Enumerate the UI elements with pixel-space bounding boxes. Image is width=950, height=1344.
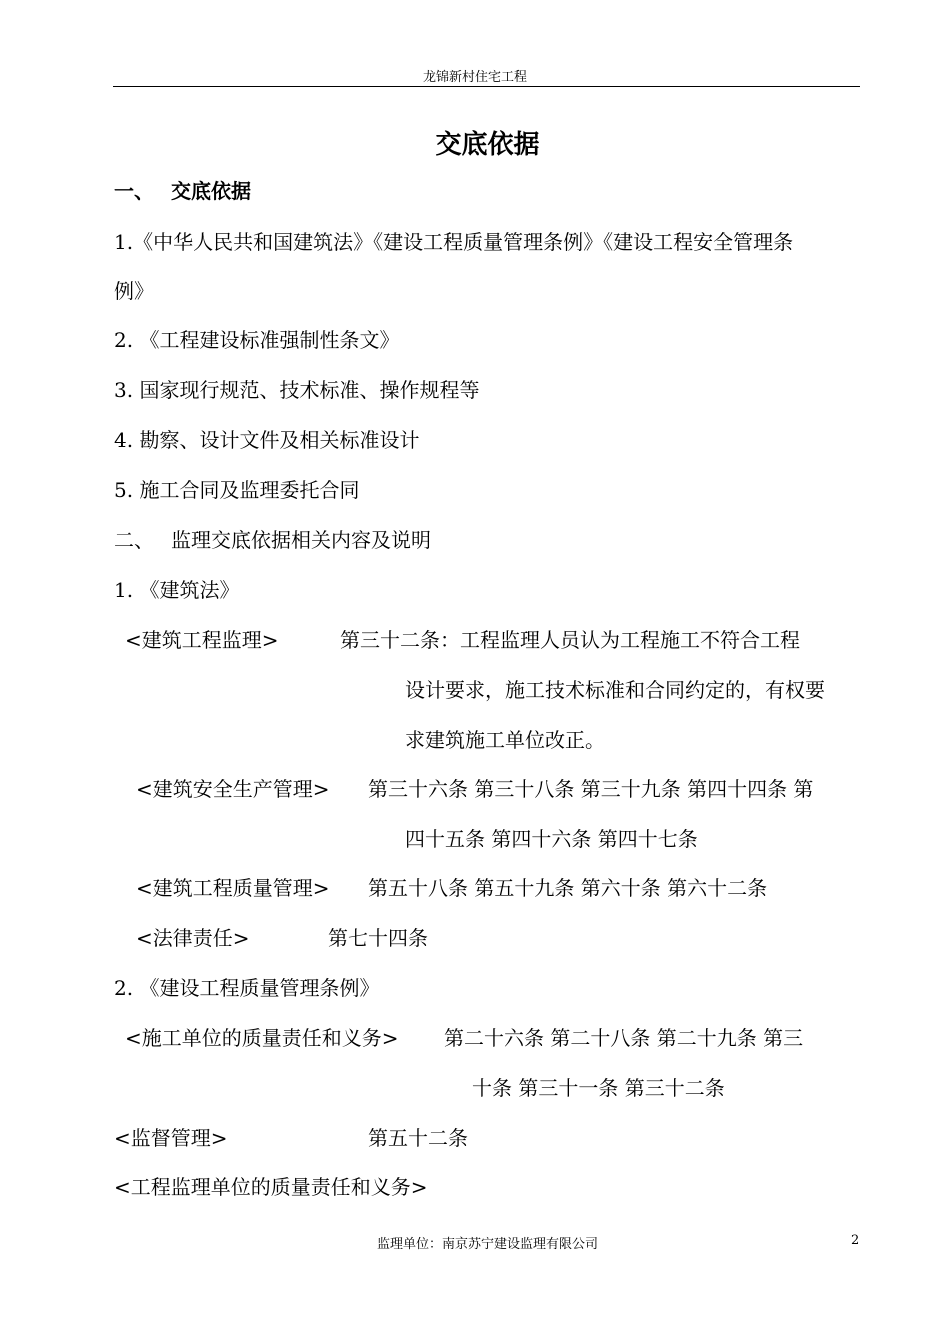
page-footer: 监理单位：南京苏宁建设监理有限公司 [376, 1237, 598, 1252]
law1-entry2-label: <建筑安全生产管理> [136, 777, 330, 801]
section1-heading: 交底依据 [171, 179, 251, 203]
law1-entry1-line3: 求建筑施工单位改正。 [405, 728, 605, 752]
section1-item3: 3. 国家现行规范、技术标准、操作规程等 [114, 378, 480, 402]
law1-entry4-label: <法律责任> [136, 926, 250, 950]
law1-entry2-line1: 第三十六条 第三十八条 第三十九条 第四十四条 第 [368, 777, 814, 801]
page-header: 龙锦新村住宅工程 [422, 70, 527, 85]
header-rule [113, 86, 860, 87]
law1-entry3-label: <建筑工程质量管理> [136, 876, 330, 900]
law2-entry1-line1: 第二十六条 第二十八条 第二十九条 第三 [444, 1026, 804, 1050]
section1-item5: 5. 施工合同及监理委托合同 [114, 478, 360, 502]
section1-item4: 4. 勘察、设计文件及相关标准设计 [114, 428, 420, 452]
page-number: 2 [851, 1233, 860, 1248]
section1-number: 一、 [114, 179, 154, 203]
page-title: 交底依据 [435, 130, 540, 160]
section2-number: 二、 [114, 528, 154, 552]
law2-entry2-label: <监督管理> [114, 1126, 228, 1150]
law2-entry3-label: <工程监理单位的质量责任和义务> [114, 1175, 428, 1199]
law2-entry1-line2: 十条 第三十一条 第三十二条 [472, 1076, 725, 1100]
section2-heading: 监理交底依据相关内容及说明 [171, 528, 431, 552]
section1-item1-line1: 1.《中华人民共和国建筑法》《建设工程质量管理条例》《建设工程安全管理条 [114, 230, 794, 254]
law2-entry1-label: <施工单位的质量责任和义务> [125, 1026, 399, 1050]
law1-entry1-line1: 第三十二条：工程监理人员认为工程施工不符合工程 [340, 628, 800, 652]
section1-item1-line2: 例》 [114, 279, 154, 303]
law1-entry2-line2: 四十五条 第四十六条 第四十七条 [405, 827, 698, 851]
law1-entry1-label: <建筑工程监理> [125, 628, 279, 652]
law2-title: 2. 《建设工程质量管理条例》 [114, 976, 380, 1000]
law1-title: 1. 《建筑法》 [114, 578, 240, 602]
law1-entry4-line1: 第七十四条 [328, 926, 428, 950]
law1-entry1-line2: 设计要求，施工技术标准和合同约定的，有权要 [405, 678, 825, 702]
law2-entry2-line1: 第五十二条 [368, 1126, 468, 1150]
section1-item2: 2. 《工程建设标准强制性条文》 [114, 328, 400, 352]
law1-entry3-line1: 第五十八条 第五十九条 第六十条 第六十二条 [368, 876, 768, 900]
